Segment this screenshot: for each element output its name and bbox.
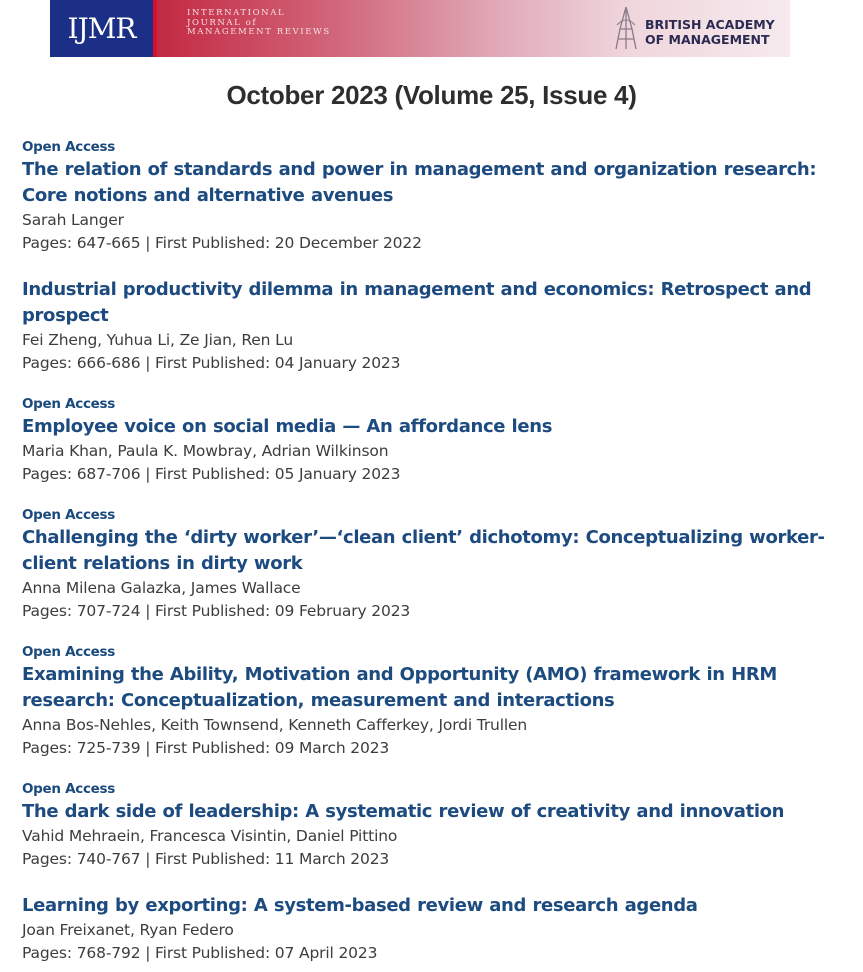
article-entry xyxy=(22,277,842,375)
article-authors: Maria Khan, Paula K. Mowbray, Adrian Wilkinson xyxy=(22,442,389,460)
publisher-name-line: BRITISH ACADEMY xyxy=(645,17,775,32)
journal-name-line: MANAGEMENT REVIEWS xyxy=(187,27,331,37)
article-pages: Pages: 687-706 | First Published: 05 January 2023 xyxy=(22,465,401,483)
open-access-badge: Open Access xyxy=(22,396,115,412)
article-title-link[interactable]: Examining the Ability, Motivation and Opportunity (AMO) framework in HRM research: Conceptualization, measurement and interactions xyxy=(22,664,777,711)
article-authors: Vahid Mehraein, Francesca Visintin, Daniel Pittino xyxy=(22,827,398,845)
article-pages: Pages: 725-739 | First Published: 09 March 2023 xyxy=(22,739,390,757)
article-entry xyxy=(22,505,842,623)
article-pages: Pages: 707-724 | First Published: 09 February 2023 xyxy=(22,602,411,620)
journal-banner[interactable] xyxy=(50,0,790,57)
article-entry xyxy=(22,137,842,255)
article-authors: Anna Bos-Nehles, Keith Townsend, Kenneth Cafferkey, Jordi Trullen xyxy=(22,716,528,734)
article-entry xyxy=(22,642,842,760)
article-entry xyxy=(22,779,842,871)
article-pages: Pages: 740-767 | First Published: 11 March 2023 xyxy=(22,850,390,868)
banner-divider xyxy=(153,0,157,57)
open-access-badge: Open Access xyxy=(22,139,115,155)
article-authors: Sarah Langer xyxy=(22,211,124,229)
journal-name xyxy=(187,9,331,38)
publisher-name xyxy=(645,17,775,47)
article-pages: Pages: 768-792 | First Published: 07 April 2023 xyxy=(22,944,378,962)
journal-name-line: JOURNAL of xyxy=(187,17,258,28)
article-authors: Joan Freixanet, Ryan Federo xyxy=(22,921,234,939)
article-entry xyxy=(22,893,842,965)
article-pages: Pages: 666-686 | First Published: 04 January 2023 xyxy=(22,354,401,372)
bam-emblem-icon xyxy=(614,5,638,51)
article-authors: Fei Zheng, Yuhua Li, Ze Jian, Ren Lu xyxy=(22,331,293,349)
article-entry xyxy=(22,394,842,486)
article-title-link[interactable]: Learning by exporting: A system-based review and research agenda xyxy=(22,895,698,916)
article-title-link[interactable]: Industrial productivity dilemma in management and economics: Retrospect and prospect xyxy=(22,279,812,326)
issue-title: October 2023 (Volume 25, Issue 4) xyxy=(226,80,637,110)
article-pages: Pages: 647-665 | First Published: 20 December 2022 xyxy=(22,234,422,252)
open-access-badge: Open Access xyxy=(22,507,115,523)
publisher-name-line: OF MANAGEMENT xyxy=(645,32,770,47)
article-title-link[interactable]: Challenging the ‘dirty worker’—‘clean client’ dichotomy: Conceptualizing worker-client relations in dirty work xyxy=(22,527,825,574)
open-access-badge: Open Access xyxy=(22,781,115,797)
article-title-link[interactable]: Employee voice on social media — An affordance lens xyxy=(22,416,553,437)
article-title-link[interactable]: The dark side of leadership: A systematic review of creativity and innovation xyxy=(22,801,785,822)
article-authors: Anna Milena Galazka, James Wallace xyxy=(22,579,301,597)
journal-name-line: INTERNATIONAL xyxy=(187,8,286,18)
ijmr-logo: IJMR xyxy=(50,0,153,57)
open-access-badge: Open Access xyxy=(22,644,115,660)
article-title-link[interactable]: The relation of standards and power in management and organization research: Core notions and alternative avenues xyxy=(22,159,817,206)
